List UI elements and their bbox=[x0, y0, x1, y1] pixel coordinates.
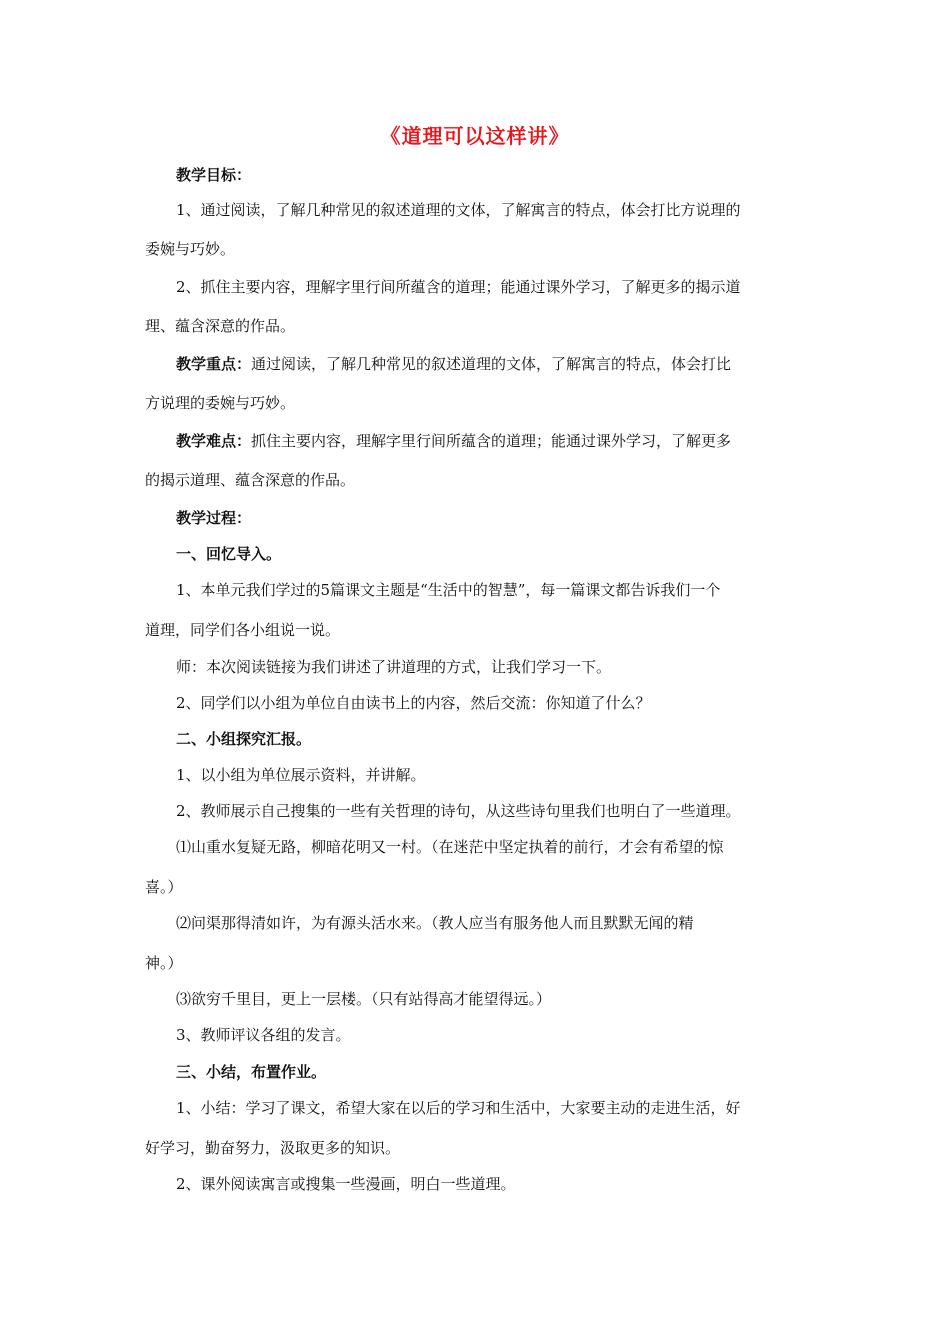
section-3-heading: 三、小结，布置作业。 bbox=[176, 1063, 327, 1081]
section-3-item-2: 2、课外阅读寓言或搜集一些漫画，明白一些道理。 bbox=[176, 1175, 516, 1193]
section-3-item-1-line-1: 1、小结：学习了课文，希望大家在以后的学习和生活中，大家要主动的走进生活，好 bbox=[176, 1099, 741, 1117]
section-1-teacher-line: 师：本次阅读链接为我们讲述了讲道理的方式，让我们学习一下。 bbox=[176, 658, 612, 676]
section-2-item-2: 2、教师展示自己搜集的一些有关哲理的诗句，从这些诗句里我们也明白了一些道理。 bbox=[176, 802, 741, 820]
poem-1-line-2: 喜。） bbox=[145, 878, 183, 896]
section-2-item-1: 1、以小组为单位展示资料，并讲解。 bbox=[176, 766, 426, 784]
section-2-item-3: 3、教师评议各组的发言。 bbox=[176, 1026, 351, 1044]
section-1-heading: 一、回忆导入。 bbox=[176, 545, 282, 563]
objectives-heading: 教学目标： bbox=[176, 166, 252, 184]
difficulty-text: 抓住主要内容，理解字里行间所蕴含的道理；能通过课外学习，了解更多 bbox=[251, 432, 732, 450]
poem-3: ⑶欲穷千里目，更上一层楼。（只有站得高才能望得远。） bbox=[176, 990, 552, 1008]
section-1-item-1-line-1: 1、本单元我们学过的5篇课文主题是“生活中的智慧”，每一篇课文都告诉我们一个 bbox=[176, 581, 721, 599]
document-title: 《道理可以这样讲》 bbox=[380, 124, 570, 148]
section-2-heading: 二、小组探究汇报。 bbox=[176, 730, 312, 748]
section-3-item-1-line-2: 好学习，勤奋努力，汲取更多的知识。 bbox=[145, 1139, 401, 1157]
key-point-line-2: 方说理的委婉与巧妙。 bbox=[145, 394, 296, 412]
section-1-item-1-line-2: 道理，同学们各小组说一说。 bbox=[145, 621, 341, 639]
poem-2-line-2: 神。） bbox=[145, 954, 183, 972]
key-point-text: 通过阅读，了解几种常见的叙述道理的文体，了解寓言的特点，体会打比 bbox=[251, 355, 732, 373]
key-point-line-1 bbox=[176, 354, 731, 374]
objective-2-line-2: 理、蕴含深意的作品。 bbox=[145, 317, 296, 335]
key-point-label: 教学重点： bbox=[176, 355, 252, 373]
objective-2-line-1: 2、抓住主要内容，理解字里行间所蕴含的道理；能通过课外学习，了解更多的揭示道 bbox=[176, 278, 741, 296]
poem-1-line-1: ⑴山重水复疑无路，柳暗花明又一村。（在迷茫中坚定执着的前行，才会有希望的惊 bbox=[176, 838, 724, 856]
poem-2-line-1: ⑵问渠那得清如许，为有源头活水来。（教人应当有服务他人而且默默无闻的精 bbox=[176, 914, 694, 932]
section-1-item-2: 2、同学们以小组为单位自由读书上的内容，然后交流：你知道了什么？ bbox=[176, 694, 651, 712]
process-heading: 教学过程： bbox=[176, 509, 252, 527]
objective-1-line-1: 1、通过阅读，了解几种常见的叙述道理的文体，了解寓言的特点，体会打比方说理的 bbox=[176, 201, 741, 219]
difficulty-label: 教学难点： bbox=[176, 432, 252, 450]
difficulty-line-1 bbox=[176, 431, 731, 451]
objective-1-line-2: 委婉与巧妙。 bbox=[145, 240, 236, 258]
difficulty-line-2: 的揭示道理、蕴含深意的作品。 bbox=[145, 471, 356, 489]
